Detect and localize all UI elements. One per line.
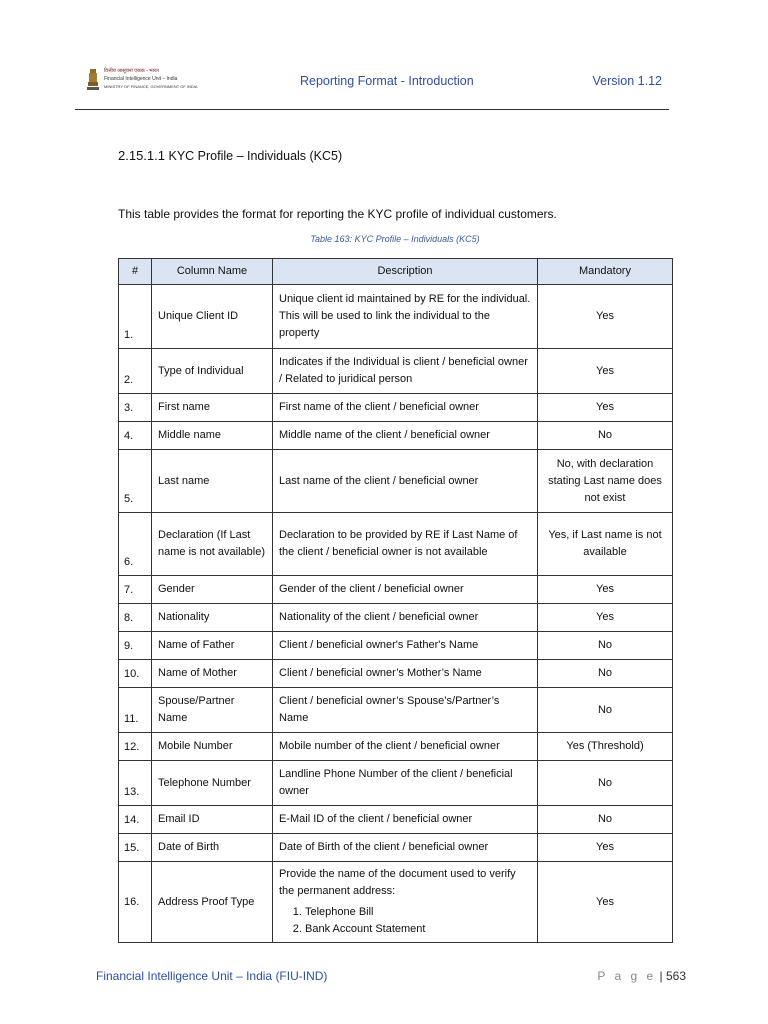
row-description: Indicates if the Individual is client / beneficial owner / Related to juridical person <box>273 349 538 394</box>
footer-organization: Financial Intelligence Unit – India (FIU-IND) <box>96 969 328 983</box>
table-row <box>119 834 673 862</box>
row-number: 11. <box>119 688 152 733</box>
row-description: Nationality of the client / beneficial owner <box>273 604 538 632</box>
row-column-name: Last name <box>152 450 273 513</box>
table-row <box>119 604 673 632</box>
row-mandatory: Yes <box>538 285 673 349</box>
row-mandatory: Yes <box>538 862 673 943</box>
row-description: First name of the client / beneficial owner <box>273 394 538 422</box>
table-row <box>119 660 673 688</box>
row-column-name: Gender <box>152 576 273 604</box>
row-number: 7. <box>119 576 152 604</box>
row-mandatory: Yes <box>538 576 673 604</box>
row-description: Middle name of the client / beneficial owner <box>273 422 538 450</box>
row-mandatory: No, with declaration stating Last name does not exist <box>538 450 673 513</box>
header-version: Version 1.12 <box>592 74 662 88</box>
row-description: E-Mail ID of the client / beneficial owner <box>273 806 538 834</box>
table-header-row <box>119 259 673 285</box>
row-column-name: Spouse/Partner Name <box>152 688 273 733</box>
row-mandatory: Yes <box>538 834 673 862</box>
document-list <box>279 904 531 938</box>
table-row <box>119 806 673 834</box>
header-divider <box>75 109 669 110</box>
row-description: Last name of the client / beneficial owner <box>273 450 538 513</box>
row-mandatory: No <box>538 761 673 806</box>
table-row <box>119 688 673 733</box>
list-item: 1. Telephone Bill <box>305 904 531 921</box>
logo-line-hindi: वित्तीय आसूचना एकक - भारत <box>104 68 159 74</box>
row-description: Client / beneficial owner’s Mother’s Name <box>273 660 538 688</box>
row-number: 5. <box>119 450 152 513</box>
row-column-name: Name of Mother <box>152 660 273 688</box>
row-description: Client / beneficial owner's Father's Name <box>273 632 538 660</box>
row-number: 13. <box>119 761 152 806</box>
logo-line-english: Financial Intelligence Unit – India <box>104 76 178 82</box>
row-mandatory: No <box>538 688 673 733</box>
table-row <box>119 733 673 761</box>
page-number: 563 <box>665 969 686 983</box>
fiu-logo <box>86 66 206 98</box>
row-description: Client / beneficial owner’s Spouse’s/Partner’s Name <box>273 688 538 733</box>
row-mandatory: No <box>538 422 673 450</box>
row-description <box>273 862 538 943</box>
row-column-name: Address Proof Type <box>152 862 273 943</box>
header-description: Description <box>273 259 538 285</box>
intro-paragraph: This table provides the format for reporting the KYC profile of individual customers. <box>118 207 557 221</box>
header-mandatory: Mandatory <box>538 259 673 285</box>
table-row <box>119 761 673 806</box>
row-column-name: Email ID <box>152 806 273 834</box>
section-title: KYC Profile – Individuals (KC5) <box>168 149 343 163</box>
table-row <box>119 576 673 604</box>
table-row <box>119 422 673 450</box>
table-row <box>119 513 673 576</box>
row-description: Unique client id maintained by RE for the individual. This will be used to link the individual to the property <box>273 285 538 349</box>
row-column-name: First name <box>152 394 273 422</box>
logo-line-ministry: MINISTRY OF FINANCE, GOVERNMENT OF INDIA <box>104 84 198 89</box>
row-number: 10. <box>119 660 152 688</box>
header-column-name: Column Name <box>152 259 273 285</box>
row-mandatory: Yes <box>538 604 673 632</box>
row-mandatory: Yes, if Last name is not available <box>538 513 673 576</box>
row-description: Gender of the client / beneficial owner <box>273 576 538 604</box>
row-description: Declaration to be provided by RE if Last Name of the client / beneficial owner is not available <box>273 513 538 576</box>
row-description-text: Provide the name of the document used to verify the permanent address: <box>279 868 516 897</box>
row-number: 15. <box>119 834 152 862</box>
row-column-name: Telephone Number <box>152 761 273 806</box>
row-column-name: Nationality <box>152 604 273 632</box>
row-mandatory: No <box>538 632 673 660</box>
table-caption: Table 163: KYC Profile – Individuals (KC5) <box>310 234 480 244</box>
row-mandatory: Yes <box>538 394 673 422</box>
table-row <box>119 862 673 943</box>
row-number: 6. <box>119 513 152 576</box>
section-heading <box>118 148 342 163</box>
row-number: 2. <box>119 349 152 394</box>
row-description: Landline Phone Number of the client / beneficial owner <box>273 761 538 806</box>
row-mandatory: Yes (Threshold) <box>538 733 673 761</box>
row-mandatory: No <box>538 806 673 834</box>
kyc-profile-table <box>118 258 673 943</box>
row-column-name: Unique Client ID <box>152 285 273 349</box>
row-number: 14. <box>119 806 152 834</box>
row-number: 9. <box>119 632 152 660</box>
table-row <box>119 285 673 349</box>
row-number: 16. <box>119 862 152 943</box>
page-label: P a g e <box>597 969 657 983</box>
page-number-block <box>597 969 686 983</box>
national-emblem-icon <box>86 68 100 92</box>
row-number: 3. <box>119 394 152 422</box>
row-column-name: Date of Birth <box>152 834 273 862</box>
table-row <box>119 450 673 513</box>
row-column-name: Name of Father <box>152 632 273 660</box>
table-row <box>119 349 673 394</box>
page-header <box>78 64 668 104</box>
row-column-name: Declaration (If Last name is not available) <box>152 513 273 576</box>
header-title: Reporting Format - Introduction <box>300 74 474 88</box>
row-number: 4. <box>119 422 152 450</box>
row-description: Date of Birth of the client / beneficial owner <box>273 834 538 862</box>
row-number: 8. <box>119 604 152 632</box>
table-row <box>119 632 673 660</box>
row-column-name: Mobile Number <box>152 733 273 761</box>
row-column-name: Type of Individual <box>152 349 273 394</box>
header-number: # <box>119 259 152 285</box>
table-row <box>119 394 673 422</box>
row-number: 12. <box>119 733 152 761</box>
row-column-name: Middle name <box>152 422 273 450</box>
row-mandatory: No <box>538 660 673 688</box>
row-number: 1. <box>119 285 152 349</box>
page-separator: | <box>659 969 663 983</box>
page-footer <box>96 969 686 983</box>
list-item: 2. Bank Account Statement <box>305 921 531 938</box>
row-mandatory: Yes <box>538 349 673 394</box>
row-description: Mobile number of the client / beneficial owner <box>273 733 538 761</box>
section-number: 2.15.1.1 <box>118 148 165 163</box>
